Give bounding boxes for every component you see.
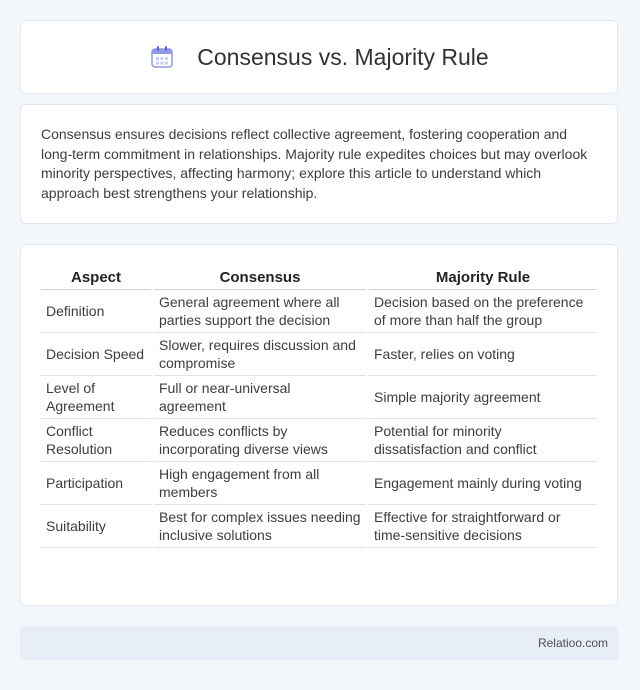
table-row xyxy=(41,376,597,419)
intro-paragraph: Consensus ensures decisions reflect collective agreement, fostering cooperation and long-term commitment in relationships. Majority rule expedites choices but may overlook minority perspectives, affecting harmony; explore this article to understand which approach best strengthens your relationship. xyxy=(41,126,588,201)
row-consensus: Full or near-universal agreement xyxy=(154,376,366,419)
header-majority-rule: Majority Rule xyxy=(369,265,597,290)
row-aspect: Level of Agreement xyxy=(41,376,151,419)
table-row xyxy=(41,505,597,548)
row-consensus: Best for complex issues needing inclusive solutions xyxy=(154,505,366,548)
row-consensus: High engagement from all members xyxy=(154,462,366,505)
row-majority-rule: Engagement mainly during voting xyxy=(369,462,597,505)
footer xyxy=(20,626,618,660)
calendar-icon xyxy=(149,44,175,70)
page-title: Consensus vs. Majority Rule xyxy=(197,43,489,70)
table-row xyxy=(41,419,597,462)
row-majority-rule: Faster, relies on voting xyxy=(369,333,597,376)
row-majority-rule: Simple majority agreement xyxy=(369,376,597,419)
row-majority-rule: Decision based on the preference of more than half the group xyxy=(369,290,597,333)
row-aspect: Definition xyxy=(41,290,151,333)
table-row xyxy=(41,290,597,333)
comparison-card xyxy=(20,244,618,606)
table-row xyxy=(41,333,597,376)
row-majority-rule: Potential for minority dissatisfaction and conflict xyxy=(369,419,597,462)
row-consensus: General agreement where all parties support the decision xyxy=(154,290,366,333)
row-aspect: Participation xyxy=(41,462,151,505)
row-aspect: Suitability xyxy=(41,505,151,548)
table-header-row xyxy=(41,265,597,290)
row-consensus: Slower, requires discussion and compromise xyxy=(154,333,366,376)
row-aspect: Conflict Resolution xyxy=(41,419,151,462)
title-card xyxy=(20,20,618,94)
row-majority-rule: Effective for straightforward or time-sensitive decisions xyxy=(369,505,597,548)
row-consensus: Reduces conflicts by incorporating diverse views xyxy=(154,419,366,462)
comparison-table xyxy=(38,265,600,548)
header-aspect: Aspect xyxy=(41,265,151,290)
row-aspect: Decision Speed xyxy=(41,333,151,376)
footer-site-link[interactable]: Relatioo.com xyxy=(537,636,608,650)
header-consensus: Consensus xyxy=(154,265,366,290)
intro-card xyxy=(20,104,618,224)
table-row xyxy=(41,462,597,505)
